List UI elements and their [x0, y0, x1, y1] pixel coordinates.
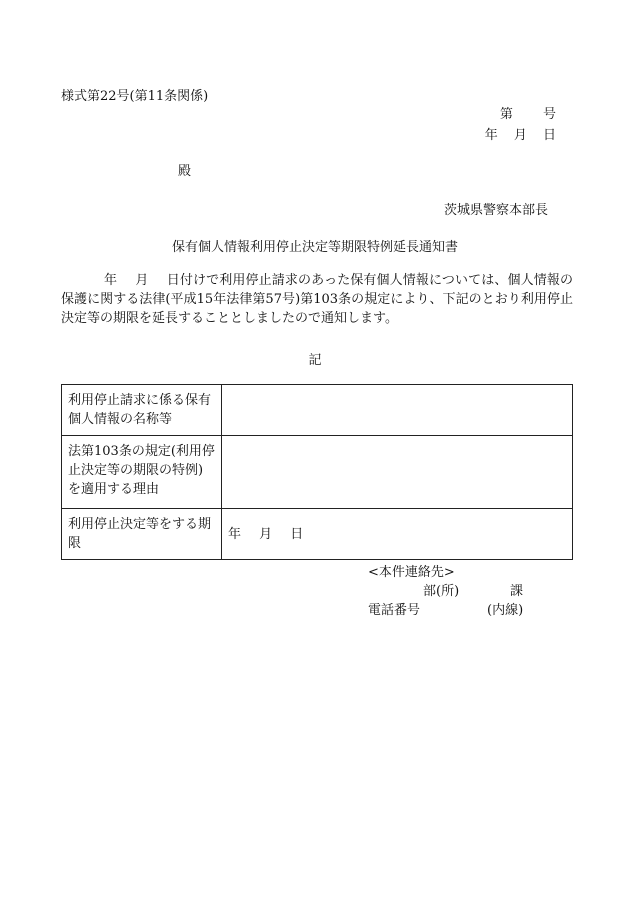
row-value: 年 月 日 — [222, 509, 573, 560]
body-paragraph — [61, 271, 573, 328]
row-value — [222, 436, 573, 509]
row-label: 利用停止請求に係る保有個人情報の名称等 — [62, 385, 222, 436]
document-title: 保有個人情報利用停止決定等期限特例延長通知書 — [171, 240, 458, 255]
sender: 茨城県警察本部長 — [443, 203, 548, 218]
document-number: 第 号 — [499, 107, 556, 122]
row-value — [222, 385, 573, 436]
table-row — [62, 509, 573, 560]
body-date-blank: 年 月 日 — [104, 273, 180, 288]
document-date: 年 月 日 — [484, 128, 556, 143]
table-row — [62, 385, 573, 436]
contact-phone-label: 電話番号 — [368, 603, 421, 618]
row-label: 法第103条の規定(利用停止決定等の期限の特例)を適用する理由 — [62, 436, 222, 509]
ki-heading: 記 — [308, 353, 322, 368]
addressee: 殿 — [178, 164, 192, 179]
contact-heading: <本件連絡先> — [368, 565, 455, 580]
detail-table — [61, 384, 573, 560]
table-row — [62, 436, 573, 509]
body-text: 付けで利用停止請求のあった保有個人情報については、個人情報の保護に関する法律(平成15年法律第57号)第103条の規定により、下記のとおり利用停止決定等の期限を延長することとしましたので通知します。 — [61, 273, 573, 326]
contact-extension: (内線) — [487, 603, 524, 618]
row-label: 利用停止決定等をする期限 — [62, 509, 222, 560]
contact-dept: 部(所) — [423, 584, 460, 599]
contact-section: 課 — [510, 584, 524, 599]
form-id: 様式第22号(第11条関係) — [61, 89, 209, 104]
